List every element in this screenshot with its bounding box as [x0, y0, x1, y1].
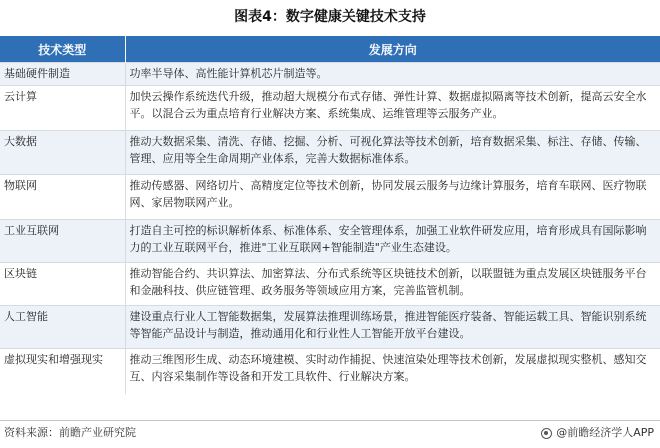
cell-tech-type: 大数据: [0, 131, 125, 175]
source-note: 资料来源：前瞻产业研究院: [4, 426, 136, 439]
table-row: [0, 306, 660, 349]
table-row: [0, 131, 660, 175]
column-header-direction: 发展方向: [125, 36, 660, 63]
cell-direction: 打造自主可控的标识解析体系、标准体系、安全管理体系，加强工业软件研发应用，培育形成具有国际影响力的工业互联网平台，推进"工业互联网+智能制造"产业生态建设。: [125, 220, 660, 263]
page-title: 图表4：数字健康关键技术支持: [234, 9, 426, 25]
table-row: [0, 263, 660, 306]
table-row: [0, 220, 660, 263]
cell-tech-type: 物联网: [0, 175, 125, 220]
cell-tech-type: 区块链: [0, 263, 125, 306]
cell-direction: 建设重点行业人工智能数据集，发展算法推理训练场景，推进智能医疗装备、智能运载工具、智能识别系统等智能产品设计与制造，推动通用化和行业性人工智能开放平台建设。: [125, 306, 660, 349]
tech-table: [0, 36, 660, 394]
cell-direction: 推动传感器、网络切片、高精度定位等技术创新，协同发展云服务与边缘计算服务，培育车联网、医疗物联网、家居物联网产业。: [125, 175, 660, 220]
column-header-type: 技术类型: [0, 36, 125, 63]
footer: [0, 420, 660, 441]
cell-direction: 加快云操作系统迭代升级，推动超大规模分布式存储、弹性计算、数据虚拟隔离等技术创新，提高云安全水平。以混合云为重点培育行业解决方案、系统集成、运维管理等云服务产业。: [125, 86, 660, 131]
cell-tech-type: 工业互联网: [0, 220, 125, 263]
brand-label: @前瞻经济学人APP: [556, 426, 654, 439]
cell-direction: 功率半导体、高性能计算机芯片制造等。: [125, 63, 660, 86]
brand-logo-icon: [541, 428, 552, 439]
table-row: [0, 86, 660, 131]
cell-direction: 推动三维图形生成、动态环境建模、实时动作捕捉、快速渲染处理等技术创新，发展虚拟现实整机、感知交互、内容采集制作等设备和开发工具软件、行业解决方案。: [125, 349, 660, 394]
cell-direction: 推动智能合约、共识算法、加密算法、分布式系统等区块链技术创新，以联盟链为重点发展区块链服务平台和金融科技、供应链管理、政务服务等领域应用方案，完善监管机制。: [125, 263, 660, 306]
table-row: [0, 349, 660, 394]
cell-tech-type: 云计算: [0, 86, 125, 131]
table-header-row: [0, 36, 660, 63]
cell-tech-type: 虚拟现实和增强现实: [0, 349, 125, 394]
table-row: [0, 63, 660, 86]
brand-credit: [541, 423, 654, 443]
cell-tech-type: 基础硬件制造: [0, 63, 125, 86]
cell-direction: 推动大数据采集、清洗、存储、挖掘、分析、可视化算法等技术创新，培育数据采集、标注、存储、传输、管理、应用等全生命周期产业体系，完善大数据标准体系。: [125, 131, 660, 175]
cell-tech-type: 人工智能: [0, 306, 125, 349]
table-row: [0, 175, 660, 220]
